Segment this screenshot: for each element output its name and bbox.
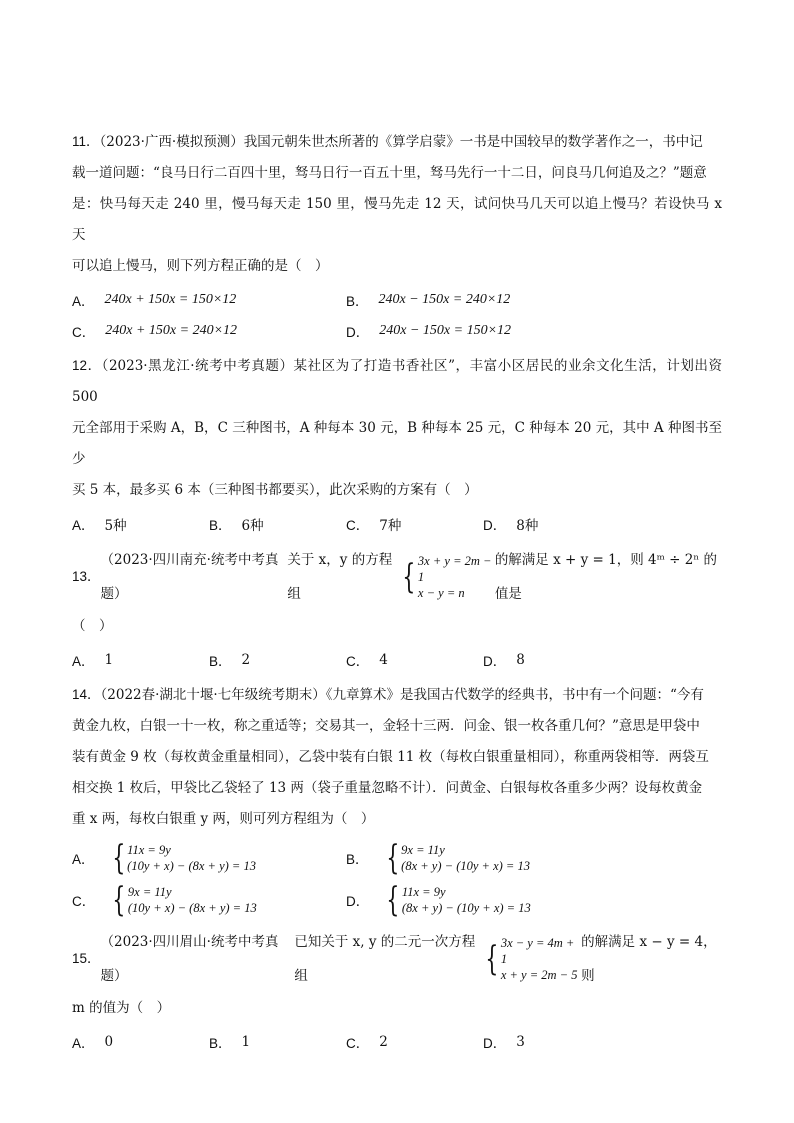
equation-system: { 9x = 11y (8x + y) − (10y + x) = 13 <box>385 838 530 878</box>
option-c[interactable]: C． 7种 <box>346 508 483 539</box>
question-14-options <box>72 837 722 921</box>
question-13-stem: 13 ． （2023·四川南充·统考中考真题） 关于 x，y 的方程组 { 3x + y = 2m − 1 x − y = n 的解满足 x + y = 1，则 4ᵐ ÷ 2ⁿ 的值是 <box>72 543 722 611</box>
equation: (10y + x) − (8x + y) = 13 <box>127 901 257 915</box>
equation: (10y + x) − (8x + y) = 13 <box>127 859 256 873</box>
option-text: 8 <box>516 651 525 668</box>
stem-line: 元全部用于采购 A，B，C 三种图书，A 种每本 30 元，B 种每本 25 元，C 种每本 20 元，其中 A 种图书至少 <box>72 420 722 467</box>
option-c[interactable]: C． 2 <box>346 1033 388 1051</box>
question-12-stem: 12．（2023·黑龙江·统考中考真题）某社区为了打造书香社区”，丰富小区居民的业余文化生活，计划出资 500 元全部用于采购 A，B，C 三种图书，A 种每本 30 元，B 种每本 25 元，C 种每本 20 元，其中 A 种图书至少 买 5 本，最多买 6 本（三种图书都要买），此次采购的方案有（ ） <box>72 358 722 498</box>
equation: (8x + y) − (10y + x) = 13 <box>401 859 530 873</box>
question-11 <box>72 126 722 346</box>
stem-line: 装有黄金 9 枚（每枚黄金重量相同），乙袋中装有白银 11 枚（每枚白银重量相同），称重两袋相等．两袋互 <box>72 749 709 765</box>
option-b[interactable]: B． 240x − 150x = 240×12 <box>346 291 511 309</box>
stem-line: 相交换 1 枚后，甲袋比乙袋轻了 13 两（袋子重量忽略不计）．问黄金、白银每枚各重多少两？设每枚黄金 <box>72 780 703 796</box>
option-text: 240x + 150x = 150×12 <box>104 291 237 307</box>
question-11-stem: 11．（2023·广西·模拟预测）我国元朝朱世杰所著的《算学启蒙》一书是中国较早的数学著作之一，书中记 载一道问题：“良马日行二百四十里，驽马日行一百五十里，驽马先行一十二日，问良马几何追及之？”题意 是：快马每天走 240 里，慢马每天走 150 里，慢马先走 12 天，试问快马几天可以追上慢马？若设快马 x 天 可以追上慢马，则下列方程正确的是（ ） <box>72 134 722 274</box>
question-source: （2023·四川眉山·统考中考真题） <box>100 934 279 984</box>
stem-line: 可以追上慢马，则下列方程正确的是（ ） <box>72 258 329 274</box>
stem-text: 已知关于 x, y 的二元一次方程组 <box>294 934 476 984</box>
stem-line: 黄金九枚，白银一十一枚，称之重适等；交易其一，金轻十三两．问金、银一枚各重几何？”意思是甲袋中 <box>72 718 700 734</box>
option-b[interactable]: B． { 9x = 11y (8x + y) − (10y + x) = 13 <box>346 838 530 878</box>
option-text: 2 <box>379 1033 388 1050</box>
equation: 11x = 9y <box>401 885 446 899</box>
question-14-stem: 14．（2022春·湖北十堰·七年级统考期末）《九章算术》是我国古代数学的经典书，书中有一个问题：“今有 黄金九枚，白银一十一枚，称之重适等；交易其一，金轻十三两．问金、银一枚各重几何？”意思是甲袋中 装有黄金 9 枚（每枚黄金重量相同），乙袋中装有白银 11 枚（每枚白银重量相同），称重两袋相等．两袋互 相交换 1 枚后，甲袋比乙袋轻了 13 两（袋子重量忽略不计）．问黄金、白银每枚各重多少两？设每枚黄金 重 x 两，每枚白银重 y 两，则可列方程组为（ ） <box>72 687 709 827</box>
stem-line: 是：快马每天走 240 里，慢马每天走 150 里，慢马先走 12 天，试问快马几天可以追上慢马？若设快马 x 天 <box>72 196 722 243</box>
option-a[interactable]: A． 5种 <box>72 508 209 539</box>
stem-text: 的解满足 x + y = 1，则 4ᵐ ÷ 2ⁿ 的值是 <box>494 552 717 602</box>
option-a[interactable]: A． 1 <box>72 651 114 669</box>
option-b[interactable]: B． 6种 <box>209 508 346 539</box>
option-c[interactable]: C． { 9x = 11y (10y + x) − (8x + y) = 13 <box>72 880 257 920</box>
question-source: （2023·四川南充·统考中考真题） <box>100 552 279 602</box>
option-a[interactable]: A． 0 <box>72 1033 114 1051</box>
option-text: 3 <box>516 1033 525 1050</box>
stem-text: 关于 x，y 的方程组 <box>287 552 393 602</box>
stem-line: 某社区为了打造书香社区”，丰富小区居民的业余文化生活，计划出资 500 <box>72 358 722 405</box>
question-14 <box>72 679 722 921</box>
stem-line: 我国元朝朱世杰所著的《算学启蒙》一书是中国较早的数学著作之一，书中记 <box>243 134 703 150</box>
question-source: （2022春·湖北十堰·七年级统考期末） <box>100 687 326 703</box>
equation: 11x = 9y <box>127 843 171 857</box>
option-c[interactable]: C． 240x + 150x = 240×12 <box>72 322 238 340</box>
option-a[interactable]: A． 240x + 150x = 150×12 <box>72 291 237 309</box>
option-text: 6种 <box>241 517 264 534</box>
equation: 3x − y = 4m + 1 <box>500 936 575 966</box>
equation: (8x + y) − (10y + x) = 13 <box>401 901 531 915</box>
option-text: 1 <box>104 651 114 668</box>
option-b[interactable]: B． 2 <box>209 651 251 669</box>
stem-line: （ ） <box>72 618 113 634</box>
option-b[interactable]: B． 1 <box>209 1033 251 1051</box>
equation: 3x + y = 2m − 1 <box>417 554 492 584</box>
option-text: 240x − 150x = 150×12 <box>379 322 512 338</box>
question-number: 11 <box>72 134 87 149</box>
equation: x + y = 2m − 5 <box>500 968 578 982</box>
question-15-stem: 15 ． （2023·四川眉山·统考中考真题） 已知关于 x, y 的二元一次方程组 { 3x − y = 4m + 1 x + y = 2m − 5 的解满足 x − y = 4，则 <box>72 925 722 993</box>
option-d[interactable]: D． 240x − 150x = 150×12 <box>346 322 512 340</box>
question-list <box>72 126 722 1061</box>
question-15-options <box>72 1026 722 1057</box>
question-12-options <box>72 508 722 539</box>
equation-system: { 3x − y = 4m + 1 x + y = 2m − 5 <box>485 936 578 982</box>
option-d[interactable]: D． 3 <box>483 1033 525 1051</box>
question-12 <box>72 350 722 539</box>
option-text: 0 <box>104 1033 114 1050</box>
option-d[interactable]: D． { 11x = 9y (8x + y) − (10y + x) = 13 <box>346 880 531 920</box>
option-a[interactable]: A． { 11x = 9y (10y + x) − (8x + y) = 13 <box>72 838 256 878</box>
option-text: 8种 <box>516 517 539 534</box>
option-text: 240x − 150x = 240×12 <box>378 291 511 307</box>
option-text: 7种 <box>379 517 402 534</box>
question-13 <box>72 543 722 675</box>
equation: 9x = 11y <box>127 885 172 899</box>
option-text: 2 <box>241 651 251 668</box>
question-number: 13 <box>72 569 88 584</box>
option-text: 5种 <box>104 517 127 534</box>
question-13-options <box>72 644 722 675</box>
question-number: 12 <box>72 358 88 373</box>
option-text: 1 <box>241 1033 251 1050</box>
option-d[interactable]: D． 8种 <box>483 508 620 539</box>
question-source: （2023·广西·模拟预测） <box>99 134 244 150</box>
option-c[interactable]: C． 4 <box>346 651 388 669</box>
stem-line: 《九章算术》是我国古代数学的经典书，书中有一个问题：“今有 <box>325 687 704 703</box>
equation-system: { 9x = 11y (10y + x) − (8x + y) = 13 <box>112 880 257 920</box>
option-d[interactable]: D． 8 <box>483 651 525 669</box>
question-15 <box>72 925 722 1057</box>
equation: 9x = 11y <box>401 843 445 857</box>
question-number: 15 <box>72 951 88 966</box>
question-number: 14 <box>72 687 88 702</box>
equation-system: { 3x + y = 2m − 1 x − y = n <box>402 554 492 600</box>
option-text: 240x + 150x = 240×12 <box>105 322 238 338</box>
stem-line: 买 5 本，最多买 6 本（三种图书都要买），此次采购的方案有（ ） <box>72 482 478 498</box>
stem-line: m 的值为（ ） <box>72 1000 171 1016</box>
question-11-options <box>72 284 722 346</box>
equation: x − y = n <box>417 586 465 600</box>
equation-system: { 11x = 9y (10y + x) − (8x + y) = 13 <box>111 838 256 878</box>
equation-system: { 11x = 9y (8x + y) − (10y + x) = 13 <box>386 880 531 920</box>
question-source: （2023·黑龙江·统考中考真题） <box>101 358 294 374</box>
stem-text: 的解满足 x − y = 4，则 <box>581 934 717 984</box>
stem-line: 重 x 两，每枚白银重 y 两，则可列方程组为（ ） <box>72 811 375 827</box>
stem-line: 载一道问题：“良马日行二百四十里，驽马日行一百五十里，驽马先行一十二日，问良马几何追及之？”题意 <box>72 165 707 181</box>
option-text: 4 <box>379 651 388 668</box>
